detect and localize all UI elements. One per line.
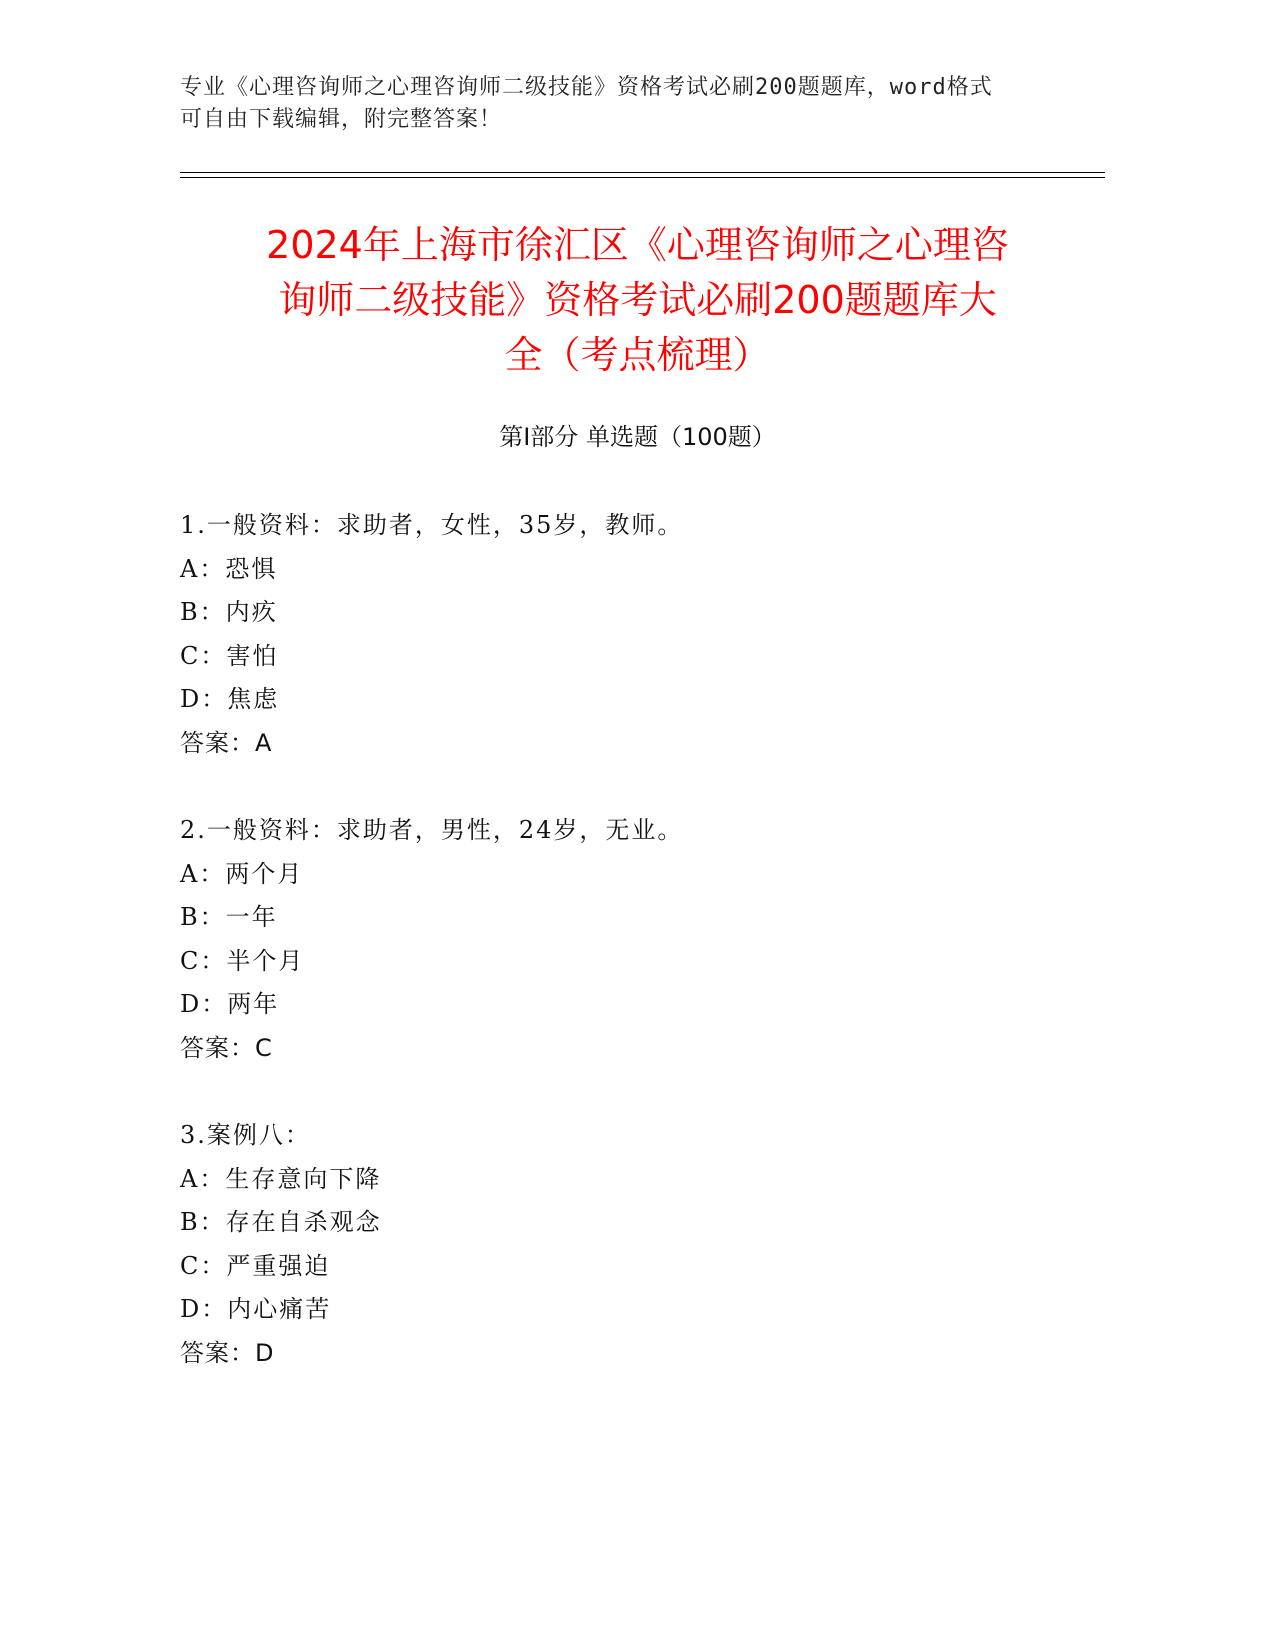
option-c: C：半个月 bbox=[180, 946, 305, 975]
question-stem: 1.一般资料：求助者，女性，35岁，教师。 bbox=[180, 511, 684, 539]
header-note-line-1: 专业《心理咨询师之心理咨询师二级技能》资格考试必刷200题题库，word格式 bbox=[180, 75, 993, 100]
option-a: A：两个月 bbox=[180, 859, 304, 888]
header-rule-bottom bbox=[180, 177, 1105, 178]
document-title-line-2: 询师二级技能》资格考试必刷200题题库大 bbox=[278, 278, 997, 322]
option-a: A：生存意向下降 bbox=[180, 1164, 382, 1193]
header-note-line-2: 可自由下载编辑，附完整答案！ bbox=[180, 107, 503, 132]
answer: 答案：C bbox=[180, 1033, 273, 1062]
option-d: D：内心痛苦 bbox=[180, 1295, 332, 1323]
question-1 bbox=[180, 504, 1080, 765]
answer: 答案：D bbox=[180, 1338, 275, 1367]
question-stem: 3.案例八： bbox=[180, 1121, 311, 1149]
option-b: B：内疚 bbox=[180, 598, 278, 626]
option-c: C：严重强迫 bbox=[180, 1251, 331, 1280]
question-stem: 2.一般资料：求助者，男性，24岁，无业。 bbox=[180, 816, 684, 844]
header-note bbox=[180, 72, 1040, 136]
section-title: 第Ⅰ部分 单选题（100题） bbox=[499, 423, 776, 451]
header-rule-top bbox=[180, 172, 1105, 173]
option-d: D：焦虑 bbox=[180, 685, 280, 713]
option-c: C：害怕 bbox=[180, 641, 279, 670]
option-b: B：一年 bbox=[180, 903, 278, 931]
question-3 bbox=[180, 1114, 1080, 1375]
document-title bbox=[150, 218, 1125, 383]
document-title-line-3: 全（考点梳理） bbox=[504, 333, 771, 377]
answer: 答案：A bbox=[180, 728, 273, 757]
option-d: D：两年 bbox=[180, 990, 280, 1018]
document-title-line-1: 2024年上海市徐汇区《心理咨询师之心理咨 bbox=[266, 223, 1009, 267]
option-b: B：存在自杀观念 bbox=[180, 1208, 382, 1236]
question-2 bbox=[180, 809, 1080, 1070]
option-a: A：恐惧 bbox=[180, 554, 278, 583]
